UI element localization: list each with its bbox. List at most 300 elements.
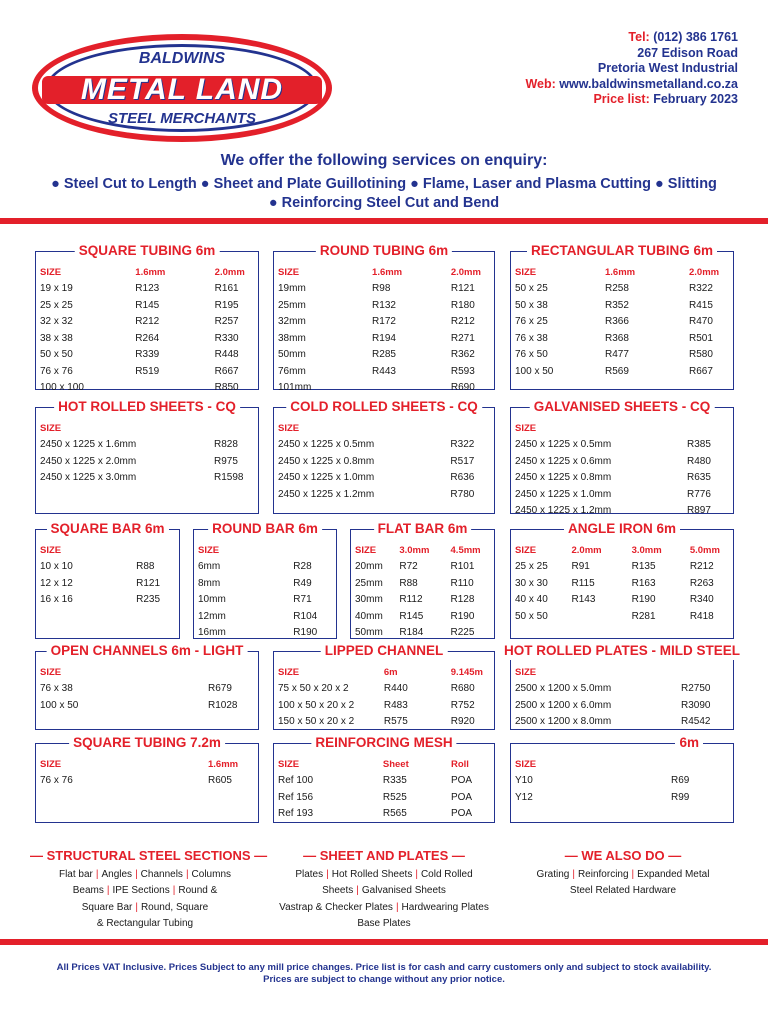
lipped-channel-box	[273, 643, 495, 730]
price-cell: R667	[214, 365, 239, 377]
table-row	[515, 592, 733, 609]
size-cell: 6mm	[198, 561, 221, 573]
table-row	[40, 363, 258, 380]
rebar-title: 6m	[675, 734, 703, 752]
price-cell: R440	[383, 683, 408, 695]
size-cell: 50 x 38	[515, 299, 548, 311]
size-cell: 50mm	[278, 349, 306, 361]
price-cell: R330	[214, 332, 239, 344]
footer-item: Galvanised Sheets	[361, 885, 446, 896]
table-header-row	[40, 420, 258, 437]
hot-rolled-sheets-box	[35, 399, 259, 514]
square-bar-table	[40, 542, 179, 608]
price-cell: R180	[450, 299, 475, 311]
price-cell: R4542	[681, 716, 711, 728]
footer-item: & Rectangular Tubing	[96, 918, 194, 929]
round-tubing-box	[273, 243, 495, 394]
footer-item: Sheets	[322, 885, 354, 896]
column-header: 4.5mm	[450, 544, 481, 556]
tel-value[interactable]: (012) 386 1761	[653, 30, 738, 44]
size-cell: 32 x 32	[40, 316, 73, 328]
structural-steel-section: — STRUCTURAL STEEL SECTIONS — Flat bar | Angles | Channels | Columns Beams | IPE Sections | Round & Square Bar | Round, Square & Rectangular Tubing	[30, 848, 268, 929]
price-cell: R418	[689, 610, 714, 622]
price-cell: R580	[689, 349, 713, 361]
disclaimer	[0, 962, 768, 986]
services-line-1: ● Steel Cut to Length ● Sheet and Plate Guillotining ● Flame, Laser and Plasma Cutting ● Slitting	[51, 176, 717, 192]
open-channels-box	[35, 643, 259, 730]
price-cell: R975	[214, 455, 238, 467]
table-header-row	[198, 542, 336, 559]
size-cell: 2450 x 1225 x 1.2mm	[515, 505, 612, 517]
price-cell: R850	[214, 382, 239, 394]
address-line-1: 267 Edison Road	[637, 45, 738, 60]
table-header-row	[40, 542, 179, 559]
table-header-row	[355, 542, 494, 559]
column-header	[136, 542, 179, 559]
table-row	[278, 470, 494, 487]
size-cell: 8mm	[198, 577, 221, 589]
price-cell: R1028	[208, 699, 238, 711]
table-header-row	[278, 420, 494, 437]
table-row	[515, 697, 725, 714]
open-channels-table	[40, 664, 252, 714]
price-cell: POA	[450, 808, 473, 820]
bottom-divider	[0, 939, 768, 945]
column-header: SIZE	[40, 266, 62, 278]
price-cell: R121	[450, 283, 475, 295]
column-header: 1.6mm	[135, 266, 166, 278]
column-header: SIZE	[515, 422, 537, 434]
price-cell: R71	[293, 594, 312, 606]
table-row	[355, 608, 494, 625]
round-bar-title: ROUND BAR 6m	[208, 520, 322, 538]
price-cell: R225	[450, 627, 475, 639]
price-cell: R680	[450, 683, 475, 695]
flat-bar-table	[355, 542, 494, 641]
table-row	[515, 714, 725, 731]
price-cell: R190	[631, 594, 656, 606]
table-row	[278, 380, 494, 397]
column-header: SIZE	[40, 544, 62, 556]
size-cell: Y10	[515, 775, 533, 787]
table-row	[355, 625, 494, 642]
size-cell: 2500 x 1200 x 6.0mm	[515, 699, 612, 711]
price-cell: R2750	[681, 683, 711, 695]
square-tubing-72-title: SQUARE TUBING 7.2m	[69, 734, 225, 752]
price-cell: R99	[671, 791, 690, 803]
price-cell: R366	[605, 316, 629, 328]
price-cell: R110	[450, 577, 474, 589]
size-cell: 2450 x 1225 x 0.8mm	[278, 455, 375, 467]
price-cell: R135	[631, 561, 656, 573]
price-cell: R143	[571, 594, 596, 606]
price-cell: R257	[214, 316, 239, 328]
column-header	[450, 420, 494, 437]
table-header-row	[515, 664, 725, 681]
size-cell: 20mm	[355, 561, 383, 573]
table-row	[515, 281, 733, 298]
angle-iron-box	[510, 521, 734, 639]
column-header: 3.0mm	[399, 544, 430, 556]
table-header-row	[278, 264, 494, 281]
footer-item: Hot Rolled Sheets	[331, 868, 413, 880]
price-cell: R161	[214, 283, 239, 295]
price-cell: R264	[135, 332, 160, 344]
table-row	[515, 773, 715, 790]
disclaimer-line-1: All Prices VAT Inclusive. Prices Subject to any mill price changes. Price list is for cash and carry customers only and subject to stock availability.	[56, 962, 712, 973]
tel-label: Tel:	[628, 30, 650, 44]
table-row	[40, 453, 258, 470]
table-row	[40, 575, 179, 592]
sheet-and-plates-section: — SHEET AND PLATES — Plates | Hot Rolled Sheets | Cold Rolled Sheets | Galvanised Sheets Vastrap & Checker Plates | Hardwearing Plates Base Plates	[279, 848, 489, 929]
price-cell: R49	[293, 577, 312, 589]
size-cell: Ref 156	[278, 791, 314, 803]
logo-bottom-text: STEEL MERCHANTS	[107, 110, 257, 127]
table-row	[355, 575, 494, 592]
footer-item: Hardwearing Plates	[401, 901, 489, 913]
logo-top-text: BALDWINS	[138, 50, 226, 67]
table-row	[355, 592, 494, 609]
column-header: SIZE	[515, 666, 537, 678]
size-cell: 25mm	[278, 299, 306, 311]
table-row	[40, 347, 258, 364]
column-header	[681, 664, 725, 681]
table-row	[515, 503, 731, 520]
size-cell: 10mm	[198, 594, 226, 606]
hot-rolled-plates-title: HOT ROLLED PLATES - MILD STEEL	[500, 642, 744, 660]
table-header-row	[515, 420, 731, 437]
size-cell: 2450 x 1225 x 0.5mm	[515, 439, 612, 451]
price-cell: R195	[214, 299, 239, 311]
table-row	[515, 330, 733, 347]
footer-item: Columns	[191, 868, 232, 880]
footer-item: Reinforcing	[577, 868, 629, 880]
size-cell: 50 x 50	[515, 610, 548, 622]
price-cell: R501	[689, 332, 713, 344]
table-header-row	[278, 756, 494, 773]
table-row	[40, 592, 179, 609]
square-tubing-72-table	[40, 756, 252, 789]
table-header-row	[515, 756, 715, 773]
price-cell: R263	[689, 577, 714, 589]
logo-main-text: METAL LAND	[80, 73, 284, 106]
square-tubing-72-box	[35, 735, 259, 823]
table-row	[40, 297, 258, 314]
table-row	[40, 330, 258, 347]
size-cell: 50 x 50	[40, 349, 73, 361]
table-row	[278, 806, 494, 823]
table-row	[40, 470, 258, 487]
price-cell: R593	[450, 365, 475, 377]
size-cell: 100 x 50 x 20 x 2	[278, 699, 355, 711]
size-cell: 2450 x 1225 x 0.5mm	[278, 439, 375, 451]
price-cell: R281	[631, 610, 656, 622]
price-cell: POA	[450, 791, 473, 803]
size-cell: Ref 193	[278, 808, 314, 820]
price-cell: R920	[450, 716, 475, 728]
size-cell: 76 x 76	[40, 775, 73, 787]
price-cell: R477	[605, 349, 629, 361]
column-header	[687, 420, 731, 437]
footer-item: Cold Rolled	[420, 868, 473, 880]
price-cell: R322	[689, 283, 713, 295]
footer-item: Beams	[72, 885, 104, 896]
table-row	[515, 559, 733, 576]
table-row	[198, 592, 336, 609]
price-cell: R190	[450, 610, 475, 622]
price-list-label: Price list:	[593, 92, 650, 106]
price-cell: R163	[631, 577, 656, 589]
size-cell: 2500 x 1200 x 8.0mm	[515, 716, 612, 728]
price-cell: R667	[689, 365, 713, 377]
price-cell: R190	[293, 627, 318, 639]
price-cell: R104	[293, 610, 318, 622]
column-header: SIZE	[515, 758, 537, 770]
price-cell	[572, 608, 632, 625]
cold-rolled-sheets-table	[278, 420, 494, 503]
reinforcing-mesh-table	[278, 756, 494, 822]
table-row	[515, 453, 731, 470]
size-cell: 76mm	[278, 365, 306, 377]
services-banner	[0, 152, 768, 213]
table-header-row	[515, 542, 733, 559]
web-label: Web:	[525, 76, 556, 91]
price-cell: R415	[689, 299, 713, 311]
table-row	[278, 347, 494, 364]
lipped-channel-title: LIPPED CHANNEL	[321, 642, 448, 660]
price-cell: R212	[450, 316, 475, 328]
price-cell: R28	[293, 561, 312, 573]
footer-item: Round, Square	[140, 901, 209, 913]
price-cell: R352	[605, 299, 629, 311]
table-row	[278, 714, 494, 731]
reinforcing-mesh-box	[273, 735, 495, 823]
column-header	[671, 756, 715, 773]
table-row	[278, 681, 494, 698]
price-cell: R112	[399, 594, 423, 606]
price-cell: R340	[689, 594, 714, 606]
price-cell: R362	[450, 349, 475, 361]
table-row	[515, 437, 731, 454]
size-cell: 30 x 30	[515, 577, 548, 589]
price-cell	[135, 380, 214, 397]
price-cell: R569	[605, 365, 629, 377]
top-divider	[0, 218, 768, 224]
table-row	[278, 437, 494, 454]
footer-item: Plates	[295, 868, 324, 880]
footer-item: Angles	[101, 868, 133, 880]
table-header-row	[40, 264, 258, 281]
flat-bar-box	[350, 521, 495, 639]
column-header: SIZE	[198, 544, 220, 556]
column-header	[214, 420, 258, 437]
size-cell: 76 x 38	[515, 332, 548, 344]
column-header: Sheet	[382, 758, 409, 770]
column-header: SIZE	[515, 266, 537, 278]
price-cell: R565	[382, 808, 407, 820]
footer-item: Square Bar	[81, 901, 133, 913]
size-cell: 2500 x 1200 x 5.0mm	[515, 683, 612, 695]
table-row	[40, 314, 258, 331]
table-row	[40, 437, 258, 454]
round-tubing-table	[278, 264, 494, 396]
size-cell: 40 x 40	[515, 594, 548, 606]
size-cell: 100 x 100	[40, 382, 84, 394]
round-bar-table	[198, 542, 336, 641]
price-cell: R91	[571, 561, 590, 573]
column-header: 2.0mm	[571, 544, 602, 556]
table-row	[278, 330, 494, 347]
hot-rolled-sheets-title: HOT ROLLED SHEETS - CQ	[54, 398, 240, 416]
column-header: 1.6mm	[208, 758, 239, 770]
price-cell: R123	[135, 283, 160, 295]
galvanised-sheets-title: GALVANISED SHEETS - CQ	[530, 398, 715, 416]
square-bar-box	[35, 521, 180, 639]
galvanised-sheets-table	[515, 420, 731, 519]
size-cell: 100 x 50	[515, 365, 554, 377]
column-header: 1.6mm	[372, 266, 403, 278]
table-row	[515, 789, 715, 806]
angle-iron-title: ANGLE IRON 6m	[564, 520, 680, 538]
footer-item: Round &	[178, 885, 218, 896]
footer-item: Channels	[140, 868, 183, 880]
reinforcing-mesh-title: REINFORCING MESH	[311, 734, 456, 752]
size-cell: 150 x 50 x 20 x 2	[278, 716, 355, 728]
cold-rolled-sheets-title: COLD ROLLED SHEETS - CQ	[286, 398, 482, 416]
price-cell: R368	[605, 332, 629, 344]
size-cell: 101mm	[278, 382, 312, 394]
angle-iron-table	[515, 542, 733, 625]
size-cell: 25mm	[355, 577, 383, 589]
table-row	[278, 363, 494, 380]
web-link[interactable]: www.baldwinsmetalland.co.za	[559, 76, 738, 91]
size-cell: 100 x 50	[40, 699, 79, 711]
size-cell: 2450 x 1225 x 1.2mm	[278, 488, 375, 500]
galvanised-sheets-box	[510, 399, 734, 517]
table-row	[515, 608, 733, 625]
size-cell: 50 x 25	[515, 283, 548, 295]
table-row	[278, 789, 494, 806]
table-row	[515, 347, 733, 364]
size-cell: 19 x 19	[40, 283, 73, 295]
price-cell: R172	[372, 316, 396, 328]
price-cell: R132	[372, 299, 396, 311]
table-row	[40, 380, 258, 397]
size-cell: 75 x 50 x 20 x 2	[278, 683, 349, 695]
structural-steel-title: STRUCTURAL STEEL SECTIONS	[46, 848, 251, 863]
price-cell: R339	[135, 349, 160, 361]
price-cell: R184	[399, 627, 424, 639]
price-cell: R212	[689, 561, 714, 573]
size-cell: 50mm	[355, 627, 383, 639]
price-cell: R335	[382, 775, 407, 787]
size-cell: 38 x 38	[40, 332, 73, 344]
rebar-table	[515, 756, 715, 806]
price-cell: R98	[372, 283, 391, 295]
price-cell: R828	[214, 439, 238, 451]
size-cell: 2450 x 1225 x 1.0mm	[515, 488, 612, 500]
we-also-do-title: WE ALSO DO	[581, 848, 665, 863]
column-header: 6m	[383, 666, 398, 678]
footer-item: Grating	[536, 868, 570, 880]
rebar-box	[510, 735, 734, 823]
table-row	[515, 681, 725, 698]
table-row	[40, 773, 252, 790]
price-cell: R115	[571, 577, 595, 589]
price-cell: R88	[136, 561, 155, 573]
size-cell: 12 x 12	[40, 577, 73, 589]
price-cell: R258	[605, 283, 629, 295]
table-row	[278, 281, 494, 298]
table-row	[515, 486, 731, 503]
price-cell: R322	[450, 439, 475, 451]
price-cell: R605	[208, 775, 232, 787]
column-header: 2.0mm	[450, 266, 481, 278]
address-line-2: Pretoria West Industrial	[597, 61, 738, 75]
size-cell: Ref 100	[278, 775, 314, 787]
sheet-and-plates-title: SHEET AND PLATES	[319, 848, 449, 863]
price-cell: R780	[450, 488, 475, 500]
price-cell: R194	[372, 332, 396, 344]
square-tubing-title: SQUARE TUBING 6m	[75, 242, 220, 260]
column-header	[293, 542, 336, 559]
size-cell: 19mm	[278, 283, 306, 295]
hot-rolled-sheets-table	[40, 420, 258, 486]
price-cell: R271	[450, 332, 475, 344]
price-cell: R443	[372, 365, 396, 377]
price-cell: R448	[214, 349, 239, 361]
price-cell: R483	[383, 699, 408, 711]
rectangular-tubing-title: RECTANGULAR TUBING 6m	[527, 242, 717, 260]
table-header-row	[515, 264, 733, 281]
price-cell: R101	[450, 561, 475, 573]
price-cell: R1598	[214, 472, 244, 484]
table-row	[198, 625, 336, 642]
column-header: SIZE	[40, 666, 62, 678]
size-cell: 2450 x 1225 x 3.0mm	[40, 472, 137, 484]
table-row	[515, 314, 733, 331]
lipped-channel-table	[278, 664, 494, 730]
size-cell: 76 x 76	[40, 365, 73, 377]
size-cell: 16mm	[198, 627, 226, 639]
column-header: 9.145m	[450, 666, 483, 678]
column-header: SIZE	[40, 422, 62, 434]
column-header: 5.0mm	[689, 544, 720, 556]
price-cell: R385	[687, 439, 711, 451]
price-cell: R679	[208, 683, 232, 695]
column-header: 2.0mm	[689, 266, 720, 278]
footer-item: Expanded Metal	[637, 868, 710, 880]
size-cell: 76 x 50	[515, 349, 548, 361]
table-header-row	[40, 756, 252, 773]
price-cell: R575	[383, 716, 408, 728]
size-cell: 2450 x 1225 x 1.6mm	[40, 439, 137, 451]
table-row	[515, 297, 733, 314]
column-header: SIZE	[355, 544, 377, 556]
price-cell: R88	[399, 577, 418, 589]
price-cell: R752	[450, 699, 475, 711]
price-cell: R121	[136, 577, 161, 589]
size-cell: 25 x 25	[40, 299, 73, 311]
hot-rolled-plates-table	[515, 664, 725, 730]
price-cell: R145	[399, 610, 424, 622]
price-cell: R480	[687, 455, 711, 467]
column-header: SIZE	[278, 422, 300, 434]
round-bar-box	[193, 521, 337, 639]
column-header: SIZE	[278, 758, 300, 770]
size-cell: 12mm	[198, 610, 226, 622]
flat-bar-title: FLAT BAR 6m	[374, 520, 472, 538]
